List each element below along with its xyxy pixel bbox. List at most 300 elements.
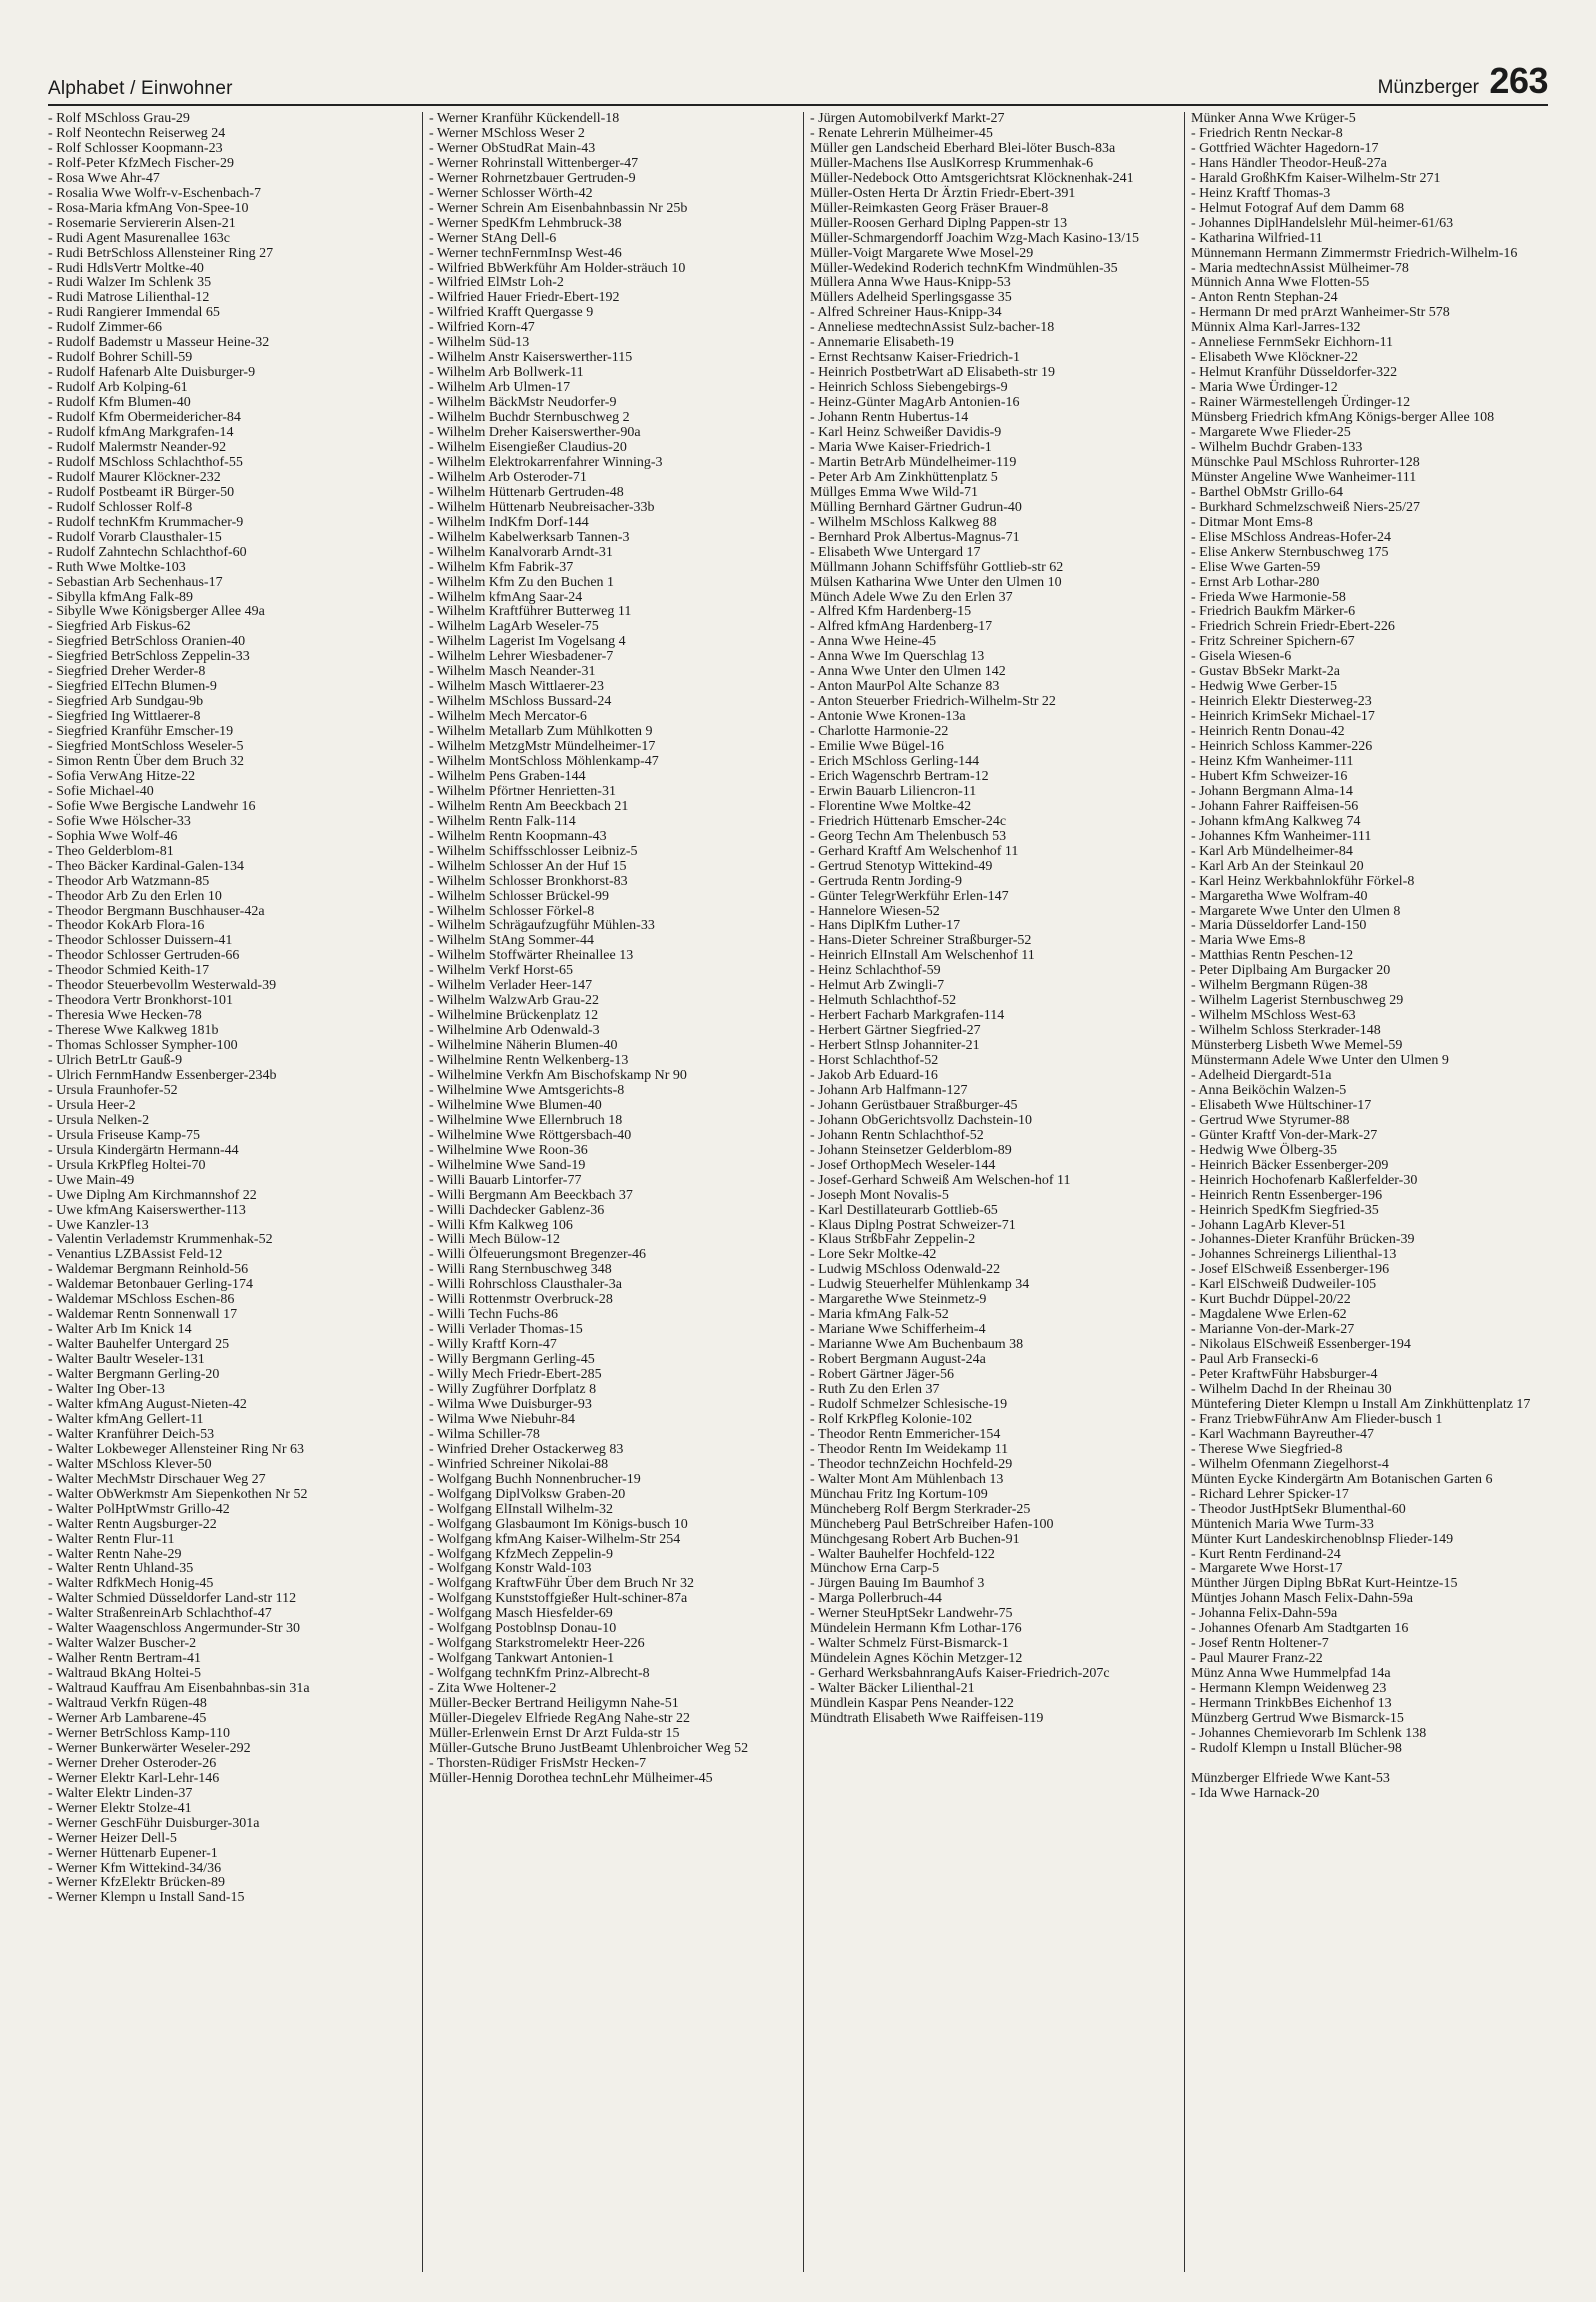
directory-entry: - Wolfgang Starkstromelektr Heer-226	[429, 1636, 645, 1652]
directory-entry: - Simon Rentn Über dem Bruch 32	[48, 753, 244, 769]
directory-entry: - Wilhelm Hüttenarb Neubreisacher-33b	[429, 499, 655, 515]
directory-entry: - Heinz-Günter MagArb Antonien-16	[810, 395, 1020, 411]
directory-entry: - Wilhelm Lehrer Wiesbadener-7	[429, 649, 614, 665]
directory-entry: - Walter Rentn Augsburger-22	[48, 1516, 217, 1532]
directory-entry: - Margaretha Wwe Wolfram-40	[1191, 888, 1368, 904]
directory-entry: - Walter Mont Am Mühlenbach 13	[810, 1471, 1004, 1487]
directory-entry: - Paul Arb Fransecki-6	[1191, 1352, 1319, 1368]
directory-entry: - Elise Ankerw Sternbuschweg 175	[1191, 544, 1389, 560]
directory-entry: - Wilhelm Verlader Heer-147	[429, 978, 593, 994]
directory-entry: - Uwe Diplng Am Kirchmannshof 22	[48, 1187, 257, 1203]
directory-entry: - Rudolf Zimmer-66	[48, 320, 163, 336]
directory-entry: Müllges Emma Wwe Wild-71	[810, 484, 979, 500]
directory-entry: - Theodor technZeichn Hochfeld-29	[810, 1456, 1013, 1472]
directory-entry: - Wolfgang Kunststoffgießer Hult-schiner-87a	[429, 1591, 688, 1607]
directory-entry: - Wilhelm Pförtner Henrietten-31	[429, 783, 616, 799]
directory-entry: - Hermann Klempn Weidenweg 23	[1191, 1681, 1387, 1697]
directory-entry: - Paul Maurer Franz-22	[1191, 1651, 1323, 1667]
directory-entry: - Willi Dachdecker Gablenz-36	[429, 1202, 605, 1218]
column-3	[810, 112, 1178, 2272]
directory-entry: - Alfred Kfm Hardenberg-15	[810, 604, 972, 620]
directory-entry: - Nikolaus ElSchweiß Essenberger-194	[1191, 1337, 1411, 1353]
directory-entry: - Gertrud Wwe Styrumer-88	[1191, 1112, 1350, 1128]
directory-entry: - Siegfried Ing Wittlaerer-8	[48, 709, 201, 725]
directory-entry: - Elisabeth Wwe Klöckner-22	[1191, 350, 1359, 366]
directory-entry: - Anna Wwe Heine-45	[810, 634, 937, 650]
directory-entry: Müncheberg Rolf Bergm Sterkrader-25	[810, 1501, 1031, 1517]
directory-entry: Mündelein Hermann Kfm Lothar-176	[810, 1621, 1022, 1637]
directory-entry: - Lore Sekr Moltke-42	[810, 1247, 937, 1263]
directory-entry: - Gertrud Stenotyp Wittekind-49	[810, 858, 993, 874]
directory-entry: - Werner Bunkerwärter Weseler-292	[48, 1740, 251, 1756]
directory-entry: - Siegfried Arb Sundgau-9b	[48, 694, 204, 710]
directory-entry: - Margarete Wwe Flieder-25	[1191, 425, 1351, 441]
directory-entry: - Herbert Gärtner Siegfried-27	[810, 1023, 981, 1039]
directory-entry: - Martin BetrArb Mündelheimer-119	[810, 454, 1017, 470]
directory-entry: - Wolfgang Tankwart Antonien-1	[429, 1651, 615, 1667]
directory-entry: Münnich Anna Wwe Flotten-55	[1191, 275, 1370, 291]
directory-entry: - Wilhelm MontSchloss Möhlenkamp-47	[429, 753, 659, 769]
directory-entry: - Margarete Wwe Unter den Ulmen 8	[1191, 903, 1401, 919]
directory-entry: Münker Anna Wwe Krüger-5	[1191, 112, 1356, 126]
directory-entry: - Alfred kfmAng Hardenberg-17	[810, 619, 993, 635]
directory-entry: - Willi Kfm Kalkweg 106	[429, 1217, 573, 1233]
directory-entry: - Werner Hüttenarb Eupener-1	[48, 1845, 218, 1861]
directory-entry: Müller-Diegelev Elfriede RegAng Nahe-str 22	[429, 1710, 690, 1726]
directory-entry: Müller-Schmargendorff Joachim Wzg-Mach Kasino-13/15	[810, 230, 1140, 246]
directory-entry: - Karl Arb An der Steinkaul 20	[1191, 858, 1364, 874]
directory-entry	[1191, 1757, 1559, 1772]
directory-entry: Münten Eycke Kindergärtn Am Botanischen Garten 6	[1191, 1471, 1493, 1487]
directory-entry: - Josef-Gerhard Schweiß Am Welschen-hof 11	[810, 1172, 1071, 1188]
directory-entry: Müller-Osten Herta Dr Ärztin Friedr-Ebert-391	[810, 185, 1076, 201]
directory-entry: - Heinrich KrimSekr Michael-17	[1191, 709, 1375, 725]
directory-entry: Müller-Wedekind Roderich technKfm Windmühlen-35	[810, 260, 1118, 276]
directory-entry: - Sibylla kfmAng Falk-89	[48, 589, 194, 605]
directory-entry: - Wilhelm IndKfm Dorf-144	[429, 514, 589, 530]
directory-entry: - Rudolf Bademstr u Masseur Heine-32	[48, 335, 270, 351]
directory-entry: - Valentin Verlademstr Krummenhak-52	[48, 1232, 273, 1248]
directory-entry: - Peter KraftwFühr Habsburger-4	[1191, 1367, 1378, 1383]
directory-entry: - Anna Wwe Unter den Ulmen 142	[810, 664, 1006, 680]
directory-entry: - Walter PolHptWmstr Grillo-42	[48, 1501, 230, 1517]
directory-entry: - Wilhelm Metallarb Zum Mühlkotten 9	[429, 724, 653, 740]
directory-entry: - Walher Rentn Bertram-41	[48, 1651, 201, 1667]
directory-entry: - Johann Bergmann Alma-14	[1191, 783, 1353, 799]
directory-entry: - Margarethe Wwe Steinmetz-9	[810, 1292, 987, 1308]
directory-entry: Müller-Voigt Margarete Wwe Mosel-29	[810, 245, 1034, 261]
directory-entry: - Antonie Wwe Kronen-13a	[810, 709, 966, 725]
directory-entry: - Jürgen Bauing Im Baumhof 3	[810, 1576, 985, 1592]
directory-entry: - Walter Bergmann Gerling-20	[48, 1367, 220, 1383]
directory-entry: - Theodor Arb Zu den Erlen 10	[48, 888, 222, 904]
directory-entry: - Johann LagArb Klever-51	[1191, 1217, 1346, 1233]
directory-entry: - Walter Bäcker Lilienthal-21	[810, 1681, 975, 1697]
directory-entry: - Willy Bergmann Gerling-45	[429, 1352, 595, 1368]
directory-entry: - Barthel ObMstr Grillo-64	[1191, 484, 1344, 500]
directory-entry: - Walter Walzer Buscher-2	[48, 1636, 197, 1652]
directory-entry: - Werner KfzElektr Brücken-89	[48, 1875, 226, 1891]
directory-entry: - Rudolf Hafenarb Alte Duisburger-9	[48, 365, 256, 381]
directory-entry: - Wilhelmine Rentn Welkenberg-13	[429, 1053, 629, 1069]
directory-entry: Müller-Erlenwein Ernst Dr Arzt Fulda-str 15	[429, 1725, 680, 1741]
directory-entry: - Maria kfmAng Falk-52	[810, 1307, 949, 1323]
directory-entry: - Erwin Bauarb Liliencron-11	[810, 783, 977, 799]
directory-entry: - Uwe Main-49	[48, 1172, 135, 1188]
directory-entry: - Uwe Kanzler-13	[48, 1217, 149, 1233]
directory-entry: - Walter Waagenschloss Angermunder-Str 30	[48, 1621, 300, 1637]
directory-entry: - Johannes Schreinergs Lilienthal-13	[1191, 1247, 1397, 1263]
directory-entry: - Friedrich Schrein Friedr-Ebert-226	[1191, 619, 1395, 635]
page-number: 263	[1489, 60, 1548, 101]
directory-entry: - Wilhelmine Wwe Ellernbruch 18	[429, 1112, 623, 1128]
running-head	[1378, 60, 1548, 102]
directory-entry: - Johann Steinsetzer Gelderblom-89	[810, 1142, 1012, 1158]
directory-entry: - Heinz Kraftf Thomas-3	[1191, 185, 1331, 201]
directory-entry: - Karl Heinz Werkbahnlokführ Förkel-8	[1191, 873, 1415, 889]
directory-entry: - Marianne Von-der-Mark-27	[1191, 1322, 1355, 1338]
directory-entry: - Theodor Bergmann Buschhauser-42a	[48, 903, 265, 919]
directory-entry: - Waldemar Bergmann Reinhold-56	[48, 1262, 249, 1278]
directory-entry: - Rudolf Bohrer Schill-59	[48, 350, 193, 366]
directory-entry: Müller-Becker Bertrand Heiligymn Nahe-51	[429, 1696, 679, 1712]
directory-entry: - Rudolf Kfm Obermeidericher-84	[48, 410, 241, 426]
directory-entry: - Jakob Arb Eduard-16	[810, 1068, 938, 1083]
directory-entry: - Heinrich Rentn Essenberger-196	[1191, 1187, 1383, 1203]
directory-entry: - Wilhelmine Verkfn Am Bischofskamp Nr 90	[429, 1068, 687, 1083]
directory-entry: Münsberg Friedrich kfmAng Königs-berger Allee 108	[1191, 410, 1495, 426]
directory-entry: Münch Adele Wwe Zu den Erlen 37	[810, 589, 1013, 605]
directory-entry: - Rosemarie Serviererin Alsen-21	[48, 215, 236, 231]
directory-entry: - Wilhelmine Arb Odenwald-3	[429, 1023, 600, 1039]
directory-entry: - Wilhelm Pens Graben-144	[429, 768, 586, 784]
directory-entry: - Siegfried Dreher Werder-8	[48, 664, 206, 680]
directory-entry: - Matthias Rentn Peschen-12	[1191, 948, 1354, 964]
directory-entry: - Hans DiplKfm Luther-17	[810, 918, 961, 934]
directory-entry: - Wilhelm Verkf Horst-65	[429, 963, 573, 979]
directory-entry: - Wilfried Korn-47	[429, 320, 535, 336]
directory-entry: - Werner ObStudRat Main-43	[429, 140, 596, 156]
directory-entry: Münzberg Gertrud Wwe Bismarck-15	[1191, 1710, 1404, 1726]
directory-entry: - Johannes DiplHandelslehr Mül-heimer-61/63	[1191, 215, 1454, 231]
directory-entry: - Rudolf Schlosser Rolf-8	[48, 499, 193, 515]
directory-entry: - Wilhelm Süd-13	[429, 335, 530, 351]
directory-entry: - Harald GroßhKfm Kaiser-Wilhelm-Str 271	[1191, 170, 1441, 186]
directory-entry: - Heinz Schlachthof-59	[810, 963, 941, 979]
directory-entry: - Rolf Schlosser Koopmann-23	[48, 140, 223, 156]
directory-entry: - Walter Rentn Flur-11	[48, 1531, 175, 1547]
directory-entry: - Herbert Stlnsp Johanniter-21	[810, 1038, 980, 1054]
directory-entry: - Josef Rentn Holtener-7	[1191, 1636, 1329, 1652]
directory-entry: - Heinrich Hochofenarb Kaßlerfelder-30	[1191, 1172, 1418, 1188]
directory-entry: - Walter Kranführer Deich-53	[48, 1426, 215, 1442]
directory-entry: - Rudi Matrose Lilienthal-12	[48, 290, 210, 306]
directory-entry: - Siegfried BetrSchloss Zeppelin-33	[48, 649, 250, 665]
directory-entry: - Rolf MSchloss Grau-29	[48, 112, 190, 126]
directory-entry: - Kurt Buchdr Düppel-20/22	[1191, 1292, 1351, 1308]
directory-entry: - Heinrich Bäcker Essenberger-209	[1191, 1157, 1389, 1173]
directory-entry: - Heinrich SpedKfm Siegfried-35	[1191, 1202, 1379, 1218]
directory-entry: - Wilhelm Elektrokarrenfahrer Winning-3	[429, 454, 663, 470]
column-divider	[1184, 112, 1185, 2272]
directory-entry: - Friedrich Hüttenarb Emscher-24c	[810, 813, 1007, 829]
directory-entry: - Wilhelm LagArb Weseler-75	[429, 619, 599, 635]
directory-entry: - Rudolf Maurer Klöckner-232	[48, 469, 221, 485]
directory-entry: - Fritz Schreiner Spichern-67	[1191, 634, 1355, 650]
directory-entry: - Wilhelm Masch Neander-31	[429, 664, 596, 680]
directory-entry: - Waldemar Betonbauer Gerling-174	[48, 1277, 254, 1293]
directory-entry: - Franz TriebwFührAnw Am Flieder-busch 1	[1191, 1411, 1443, 1427]
directory-entry: - Karl Arb Mündelheimer-84	[1191, 843, 1353, 859]
directory-entry: - Ditmar Mont Ems-8	[1191, 514, 1313, 530]
directory-entry: - Wilhelmine Wwe Röttgersbach-40	[429, 1127, 632, 1143]
directory-entry: Müller-Nedebock Otto Amtsgerichtsrat Klöcknenhak-241	[810, 170, 1134, 186]
directory-entry: - Wolfgang Konstr Wald-103	[429, 1561, 592, 1577]
directory-entry: - Wilhelmine Wwe Blumen-40	[429, 1097, 602, 1113]
directory-entry: - Willy Kraftf Korn-47	[429, 1337, 557, 1353]
directory-entry: Müller-Reimkasten Georg Fräser Brauer-8	[810, 200, 1049, 216]
directory-entry: - Rosalia Wwe Wolfr-v-Eschenbach-7	[48, 185, 262, 201]
directory-entry: - Werner GeschFühr Duisburger-301a	[48, 1815, 260, 1831]
directory-entry: - Robert Gärtner Jäger-56	[810, 1367, 954, 1383]
directory-entry: - Werner StAng Dell-6	[429, 230, 557, 246]
directory-entry: Müntjes Johann Masch Felix-Dahn-59a	[1191, 1591, 1414, 1607]
directory-entry: - Rudolf kfmAng Markgrafen-14	[48, 425, 234, 441]
directory-entry: - Helmut Arb Zwingli-7	[810, 978, 945, 994]
directory-entry: Münschke Paul MSchloss Ruhrorter-128	[1191, 454, 1420, 470]
directory-entry: - Wilfried ElMstr Loh-2	[429, 275, 564, 291]
directory-entry: - Walter Rentn Uhland-35	[48, 1561, 194, 1577]
directory-entry: - Josef OrthopMech Weseler-144	[810, 1157, 996, 1173]
directory-entry: - Wilhelm Schlosser Förkel-8	[429, 903, 595, 919]
directory-entry: - Werner Dreher Osteroder-26	[48, 1755, 217, 1771]
directory-entry: - Wilhelm MSchloss West-63	[1191, 1008, 1356, 1024]
directory-entry: - Klaus Diplng Postrat Schweizer-71	[810, 1217, 1016, 1233]
directory-entry: - Winfried Dreher Ostackerweg 83	[429, 1441, 624, 1457]
directory-entry: - Helmut Kranführ Düsseldorfer-322	[1191, 365, 1398, 381]
directory-entry: - Rudolf Arb Kolping-61	[48, 380, 188, 396]
directory-entry: - Wilhelm Schlosser An der Huf 15	[429, 858, 627, 874]
directory-entry: - Siegfried Kranführ Emscher-19	[48, 724, 234, 740]
directory-entry: - Wilhelm MSchloss Kalkweg 88	[810, 514, 997, 530]
directory-entry: - Wilhelm Ofenmann Ziegelhorst-4	[1191, 1456, 1389, 1472]
directory-entry: - Wilhelm Kabelwerksarb Tannen-3	[429, 529, 630, 545]
directory-entry: - Wilfried BbWerkführ Am Holder-sträuch 10	[429, 260, 686, 276]
directory-entry: - Sibylle Wwe Königsberger Allee 49a	[48, 604, 265, 620]
directory-entry: - Willi Mech Bülow-12	[429, 1232, 560, 1248]
directory-entry: - Johannes-Dieter Kranführ Brücken-39	[1191, 1232, 1415, 1248]
directory-entry: - Thorsten-Rüdiger FrisMstr Hecken-7	[429, 1755, 647, 1771]
directory-entry: - Walter kfmAng Gellert-11	[48, 1411, 204, 1427]
directory-entry: Mülling Bernhard Gärtner Gudrun-40	[810, 499, 1022, 515]
directory-entry: - Alfred Schreiner Haus-Knipp-34	[810, 305, 1002, 321]
directory-entry: - Werner Kfm Wittekind-34/36	[48, 1860, 222, 1876]
directory-entry: - Wilhelm Lagerist Sternbuschweg 29	[1191, 993, 1404, 1009]
directory-entry: - Wilhelm Schiffsschlosser Leibniz-5	[429, 843, 638, 859]
directory-entry: - Elisabeth Wwe Hültschiner-17	[1191, 1097, 1372, 1113]
directory-entry: - Sofie Michael-40	[48, 783, 154, 799]
directory-entry: - Peter Arb Am Zinkhüttenplatz 5	[810, 469, 998, 485]
directory-entry: - Wilhelmine Wwe Roon-36	[429, 1142, 588, 1158]
directory-entry: Müncheberg Paul BetrSchreiber Hafen-100	[810, 1516, 1054, 1532]
directory-entry: - Wolfgang KfzMech Zeppelin-9	[429, 1546, 614, 1562]
directory-entry: - Waltraud Verkfn Rügen-48	[48, 1696, 207, 1712]
directory-entry: - Rolf KrkPfleg Kolonie-102	[810, 1411, 973, 1427]
directory-entry: - Gerhard WerksbahnrangAufs Kaiser-Friedrich-207c	[810, 1666, 1110, 1682]
page-header	[48, 50, 1548, 106]
directory-entry: - Werner Klempn u Install Sand-15	[48, 1890, 245, 1906]
directory-entry: - Walter Arb Im Knick 14	[48, 1322, 192, 1338]
directory-entry: - Erich MSchloss Gerling-144	[810, 753, 980, 769]
directory-entry: Mündelein Agnes Köchin Metzger-12	[810, 1651, 1023, 1667]
directory-entry: - Hermann TrinkbBes Eichenhof 13	[1191, 1696, 1392, 1712]
directory-entry: - Wilhelm Dachd In der Rheinau 30	[1191, 1382, 1392, 1398]
directory-entry: - Venantius LZBAssist Feld-12	[48, 1247, 223, 1263]
directory-entry: - Anna Wwe Im Querschlag 13	[810, 649, 985, 665]
directory-entry: - Theodora Vertr Bronkhorst-101	[48, 993, 233, 1009]
directory-entry: - Johannes Kfm Wanheimer-111	[1191, 828, 1372, 844]
directory-entry: - Gustav BbSekr Markt-2a	[1191, 664, 1340, 680]
directory-entry: - Willi Bergmann Am Beeckbach 37	[429, 1187, 633, 1203]
directory-entry: - Ernst Rechtsanw Kaiser-Friedrich-1	[810, 350, 1021, 366]
directory-entry: - Wilhelm Anstr Kaiserswerther-115	[429, 350, 633, 366]
directory-entry: - Rudi BetrSchloss Allensteiner Ring 27	[48, 245, 274, 261]
directory-entry: - Maria Düsseldorfer Land-150	[1191, 918, 1367, 934]
directory-entry: - Hubert Kfm Schweizer-16	[1191, 768, 1348, 784]
directory-entry: - Elise MSchloss Andreas-Hofer-24	[1191, 529, 1391, 545]
directory-entry: - Anton Steuerber Friedrich-Wilhelm-Str 22	[810, 694, 1056, 710]
directory-entry: - Wilhelm Rentn Koopmann-43	[429, 828, 607, 844]
directory-entry: - Wilhelm MSchloss Bussard-24	[429, 694, 612, 710]
directory-entry: - Charlotte Harmonie-22	[810, 724, 949, 740]
directory-entry: - Sofie Wwe Hölscher-33	[48, 813, 191, 829]
directory-entry: - Wilhelm Kanalvorarb Arndt-31	[429, 544, 613, 560]
directory-entry: - Hannelore Wiesen-52	[810, 903, 940, 919]
directory-entry: - Willi Techn Fuchs-86	[429, 1307, 558, 1323]
directory-entry: - Wilhelm Buchdr Sternbuschweg 2	[429, 410, 630, 426]
directory-entry: - Rudolf Vorarb Clausthaler-15	[48, 529, 222, 545]
column-divider	[803, 112, 804, 2272]
directory-entry: Münther Jürgen Diplng BbRat Kurt-Heintze-15	[1191, 1576, 1458, 1592]
directory-entry: - Theodor Rentn Im Weidekamp 11	[810, 1441, 1009, 1457]
directory-entry: - Rudolf Schmelzer Schlesische-19	[810, 1396, 1008, 1412]
directory-entry: - Maria medtechnAssist Mülheimer-78	[1191, 260, 1409, 276]
directory-entry: - Werner Schlosser Wörth-42	[429, 185, 593, 201]
directory-entry: - Hedwig Wwe Ölberg-35	[1191, 1142, 1338, 1158]
directory-entry: - Werner Schrein Am Eisenbahnbassin Nr 25b	[429, 200, 688, 216]
directory-entry: - Uwe kfmAng Kaiserswerther-113	[48, 1202, 246, 1218]
directory-entry: - Kurt Rentn Ferdinand-24	[1191, 1546, 1341, 1562]
directory-entry: - Ludwig Steuerhelfer Mühlenkamp 34	[810, 1277, 1030, 1293]
directory-entry: - Karl Wachmann Bayreuther-47	[1191, 1426, 1374, 1442]
directory-entry: - Wolfgang Masch Hiesfelder-69	[429, 1606, 613, 1622]
directory-entry: - Waltraud BkAng Holtei-5	[48, 1666, 201, 1682]
directory-entry: - Josef ElSchweiß Essenberger-196	[1191, 1262, 1390, 1278]
directory-entry: - Werner Rohrnetzbauer Gertruden-9	[429, 170, 636, 186]
directory-entry: - Ida Wwe Harnack-20	[1191, 1785, 1320, 1801]
directory-entry: - Wilhelm Schlosser Brückel-99	[429, 888, 609, 904]
directory-entry: - Marianne Wwe Am Buchenbaum 38	[810, 1337, 1024, 1353]
directory-entry: - Theodor Schlosser Duissern-41	[48, 933, 233, 949]
section-title: Alphabet / Einwohner	[48, 78, 233, 99]
directory-entry: - Wolfgang Buchh Nonnenbrucher-19	[429, 1471, 641, 1487]
directory-entry: - Ursula Fraunhofer-52	[48, 1082, 178, 1098]
directory-entry: - Günter TelegrWerkführ Erlen-147	[810, 888, 1009, 904]
directory-entry: - Rolf Neontechn Reiserweg 24	[48, 125, 226, 141]
directory-entry: - Willi Bauarb Lintorfer-77	[429, 1172, 582, 1188]
directory-entry: - Willy Mech Friedr-Ebert-285	[429, 1367, 602, 1383]
directory-entry: - Robert Bergmann August-24a	[810, 1352, 986, 1368]
directory-entry: - Willy Zugführer Dorfplatz 8	[429, 1382, 597, 1398]
directory-entry: - Johann Gerüstbauer Straßburger-45	[810, 1097, 1018, 1113]
directory-entry: - Elise Wwe Garten-59	[1191, 559, 1321, 575]
directory-entry: Müllers Adelheid Sperlingsgasse 35	[810, 290, 1012, 306]
directory-entry: - Waltraud Kauffrau Am Eisenbahnbas-sin 31a	[48, 1681, 310, 1697]
directory-entry: - Margarete Wwe Horst-17	[1191, 1561, 1343, 1577]
directory-entry: - Anna Beiköchin Walzen-5	[1191, 1082, 1347, 1098]
directory-entry: - Florentine Wwe Moltke-42	[810, 798, 972, 814]
directory-entry: - Rosa-Maria kfmAng Von-Spee-10	[48, 200, 249, 216]
directory-entry: - Rudolf MSchloss Schlachthof-55	[48, 454, 243, 470]
column-1	[48, 112, 416, 2272]
directory-entry: - Frieda Wwe Harmonie-58	[1191, 589, 1346, 605]
directory-entry: - Joseph Mont Novalis-5	[810, 1187, 949, 1203]
directory-entry: - Walter MechMstr Dirschauer Weg 27	[48, 1471, 266, 1487]
directory-entry: - Theodor Schmied Keith-17	[48, 963, 210, 979]
directory-entry: Münsterberg Lisbeth Wwe Memel-59	[1191, 1038, 1403, 1054]
directory-entry: - Wilhelm Kfm Fabrik-37	[429, 559, 574, 575]
directory-entry: - Wolfgang kfmAng Kaiser-Wilhelm-Str 254	[429, 1531, 681, 1547]
directory-entry: - Heinrich Schloss Kammer-226	[1191, 739, 1373, 755]
column-divider	[422, 112, 423, 2272]
directory-entry: - Renate Lehrerin Mülheimer-45	[810, 125, 993, 141]
directory-entry: - Johann ObGerichtsvollz Dachstein-10	[810, 1112, 1032, 1128]
directory-entry: - Therese Wwe Siegfried-8	[1191, 1441, 1343, 1457]
directory-entry: - Günter Kraftf Von-der-Mark-27	[1191, 1127, 1378, 1143]
directory-entry: Müntenich Maria Wwe Turm-33	[1191, 1516, 1374, 1532]
directory-entry: - Theo Bäcker Kardinal-Galen-134	[48, 858, 245, 874]
directory-entry: - Wilhelm Rentn Falk-114	[429, 813, 576, 829]
directory-entry: - Horst Schlachthof-52	[810, 1053, 939, 1069]
directory-entry: - Wilhelm WalzwArb Grau-22	[429, 993, 600, 1009]
directory-entry: - Annemarie Elisabeth-19	[810, 335, 954, 351]
directory-entry: - Marga Pollerbruch-44	[810, 1591, 942, 1607]
directory-entry: - Wolfgang Glasbaumont Im Königs-busch 10	[429, 1516, 688, 1532]
directory-entry: - Wilhelm Kfm Zu den Buchen 1	[429, 574, 615, 590]
directory-entry: - Sofie Wwe Bergische Landwehr 16	[48, 798, 256, 814]
directory-entry: - Rudolf technKfm Krummacher-9	[48, 514, 244, 530]
directory-entry: - Rudi Rangierer Immendal 65	[48, 305, 220, 321]
directory-entry: Münter Kurt Landeskirchenoblnsp Flieder-149	[1191, 1531, 1454, 1547]
directory-entry: - Wilhelm Masch Wittlaerer-23	[429, 679, 604, 695]
directory-entry: - Willi Verlader Thomas-15	[429, 1322, 583, 1338]
directory-entry: - Werner Kranführ Kückendell-18	[429, 112, 620, 126]
directory-entry: Müller-Machens Ilse AuslKorresp Krummenhak-6	[810, 155, 1094, 171]
directory-entry: - Wilhelm Kraftführer Butterweg 11	[429, 604, 632, 620]
directory-entry: - Rudolf Zahntechn Schlachthof-60	[48, 544, 247, 560]
directory-entry: - Wilhelm Rentn Am Beeckbach 21	[429, 798, 629, 814]
directory-entry: - Werner Arb Lambarene-45	[48, 1710, 207, 1726]
directory-entry: - Rudi HdlsVertr Moltke-40	[48, 260, 204, 276]
directory-entry: - Ulrich BetrLtr Gauß-9	[48, 1053, 183, 1069]
directory-entry: - Heinrich Schloss Siebengebirgs-9	[810, 380, 1008, 396]
directory-entry: Müllera Anna Wwe Haus-Knipp-53	[810, 275, 1011, 291]
directory-entry: - Walter Baultr Weseler-131	[48, 1352, 205, 1368]
directory-entry: - Walter ObWerkmstr Am Siepenkothen Nr 52	[48, 1486, 308, 1502]
directory-entry: - Wolfgang ElInstall Wilhelm-32	[429, 1501, 614, 1517]
directory-entry: - Walter Rentn Nahe-29	[48, 1546, 182, 1562]
directory-entry: - Ursula Kindergärtn Hermann-44	[48, 1142, 239, 1158]
